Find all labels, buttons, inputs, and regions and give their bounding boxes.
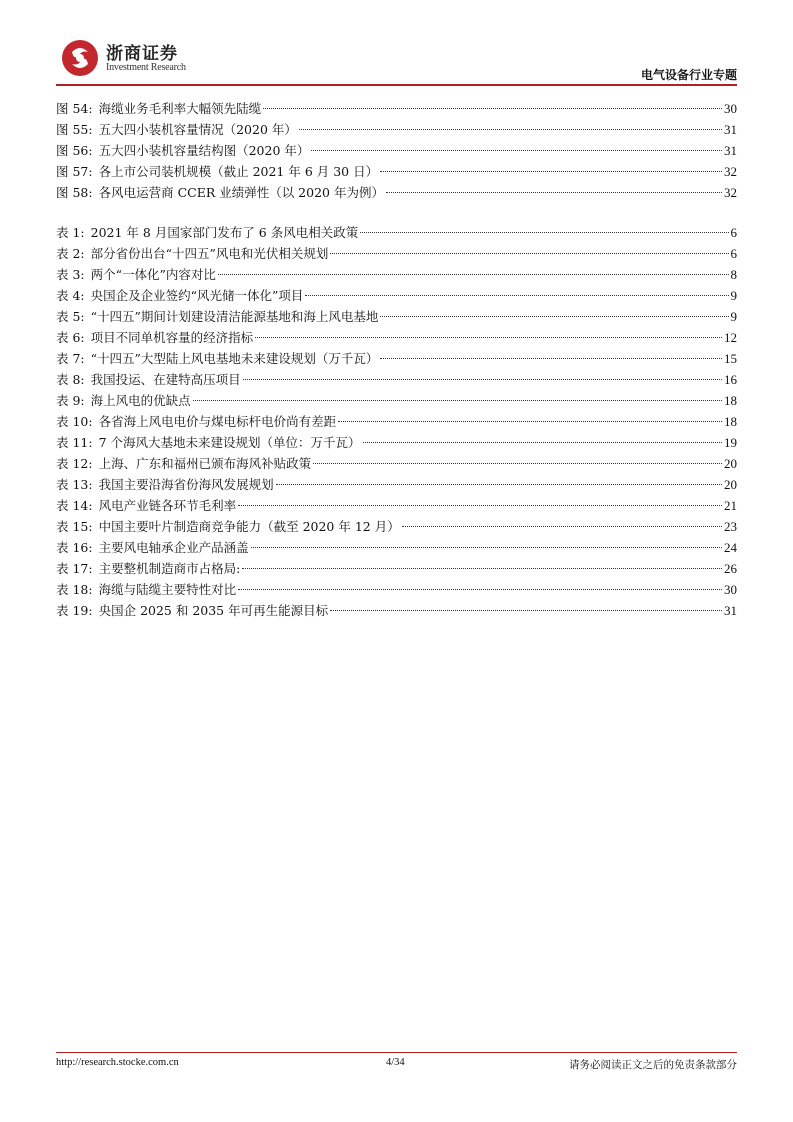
toc-table-entry[interactable] (56, 306, 737, 327)
toc-entry-page: 32 (724, 185, 737, 200)
toc-dot-leader (255, 337, 722, 338)
footer-url[interactable]: http://research.stocke.com.cn (56, 1057, 179, 1068)
toc-table-entry[interactable] (56, 348, 737, 369)
toc-entry-title: 海缆业务毛利率大幅领先陆缆 (98, 101, 262, 116)
toc-entry-page: 30 (724, 101, 737, 116)
toc-table-entry[interactable] (56, 411, 737, 432)
brand-subtitle: Investment Research (106, 62, 186, 73)
toc-entry-title: 7 个海风大基地未来建设规划（单位：万千瓦） (98, 435, 361, 450)
toc-dot-leader (238, 589, 722, 590)
toc-entry-page: 24 (724, 540, 737, 555)
toc-entry-title: 各上市公司装机规模（截止 2021 年 6 月 30 日） (98, 164, 379, 179)
report-category: 电气设备行业专题 (640, 68, 737, 82)
toc-entry-number: 表 7: (56, 351, 85, 366)
toc-table-entry[interactable] (56, 264, 737, 285)
toc-dot-leader (243, 379, 722, 380)
toc-entry-number: 图 55: (56, 122, 93, 137)
toc-dot-leader (193, 400, 722, 401)
toc-dot-leader (380, 358, 722, 359)
toc-entry-title: 中国主要叶片制造商竞争能力（截至 2020 年 12 月） (98, 519, 400, 534)
toc-dot-leader (338, 421, 722, 422)
toc-table-entry[interactable] (56, 222, 737, 243)
toc-entry-title: 主要整机制造商市占格局: (98, 561, 241, 576)
toc-entry-page: 32 (724, 164, 737, 179)
toc-entry-title: 2021 年 8 月国家部门发布了 6 条风电相关政策 (90, 225, 359, 240)
toc-entry-title: 五大四小装机容量情况（2020 年） (98, 122, 297, 137)
toc-dot-leader (380, 171, 722, 172)
toc-entry-title: 各省海上风电电价与煤电标杆电价尚有差距 (98, 414, 337, 429)
toc-table-entry[interactable] (56, 432, 737, 453)
table-list (56, 222, 737, 621)
toc-entry-title: 上海、广东和福州已颁布海风补贴政策 (98, 456, 312, 471)
toc-figure-entry[interactable] (56, 119, 737, 140)
toc-entry-page: 26 (724, 561, 737, 576)
toc-entry-page: 20 (724, 456, 737, 471)
footer-divider (56, 1052, 737, 1053)
toc-entry-number: 表 6: (56, 330, 85, 345)
toc-entry-title: 主要风电轴承企业产品涵盖 (98, 540, 249, 555)
toc-entry-page: 9 (730, 288, 737, 303)
toc-entry-title: “十四五”期间计划建设清洁能源基地和海上风电基地 (90, 309, 379, 324)
toc-dot-leader (330, 610, 722, 611)
toc-entry-page: 31 (724, 603, 737, 618)
toc-entry-number: 表 15: (56, 519, 93, 534)
toc-dot-leader (311, 150, 722, 151)
disclaimer-text: 请务必阅读正文之后的免责条款部分 (569, 1059, 737, 1071)
toc-table-entry[interactable] (56, 579, 737, 600)
toc-entry-page: 18 (724, 393, 737, 408)
toc-dot-leader (402, 526, 722, 527)
toc-figure-entry[interactable] (56, 182, 737, 203)
toc-entry-title: 风电产业链各环节毛利率 (98, 498, 237, 513)
toc-figure-entry[interactable] (56, 161, 737, 182)
toc-entry-number: 表 3: (56, 267, 85, 282)
toc-entry-title: 海缆与陆缆主要特性对比 (98, 582, 237, 597)
toc-entry-number: 表 18: (56, 582, 93, 597)
toc-entry-number: 表 16: (56, 540, 93, 555)
page-header (56, 36, 737, 86)
toc-entry-page: 9 (730, 309, 737, 324)
toc-entry-title: 我国投运、在建特高压项目 (90, 372, 241, 387)
toc-entry-number: 表 2: (56, 246, 85, 261)
toc-entry-page: 20 (724, 477, 737, 492)
toc-dot-leader (276, 484, 722, 485)
toc-entry-number: 表 19: (56, 603, 93, 618)
toc-entry-title: 项目不同单机容量的经济指标 (90, 330, 254, 345)
page-number: 4/34 (386, 1057, 405, 1068)
toc-table-entry[interactable] (56, 285, 737, 306)
toc-entry-number: 表 5: (56, 309, 85, 324)
toc-table-entry[interactable] (56, 453, 737, 474)
toc-entry-title: 海上风电的优缺点 (90, 393, 191, 408)
toc-entry-number: 图 54: (56, 101, 93, 116)
toc-entry-page: 30 (724, 582, 737, 597)
toc-table-entry[interactable] (56, 243, 737, 264)
toc-entry-page: 19 (724, 435, 737, 450)
toc-entry-page: 6 (730, 225, 737, 240)
toc-dot-leader (251, 547, 722, 548)
toc-entry-title: “十四五”大型陆上风电基地未来建设规划（万千瓦） (90, 351, 379, 366)
toc-entry-number: 表 17: (56, 561, 93, 576)
toc-entry-title: 五大四小装机容量结构图（2020 年） (98, 143, 310, 158)
toc-figure-entry[interactable] (56, 98, 737, 119)
toc-entry-title: 两个“一体化”内容对比 (90, 267, 216, 282)
toc-table-entry[interactable] (56, 537, 737, 558)
toc-dot-leader (360, 232, 728, 233)
toc-dot-leader (242, 568, 722, 569)
brand-name: 浙商证券 (106, 44, 178, 64)
toc-entry-number: 图 58: (56, 185, 93, 200)
toc-dot-leader (313, 463, 722, 464)
toc-dot-leader (380, 316, 728, 317)
toc-entry-page: 31 (724, 143, 737, 158)
toc-entry-page: 18 (724, 414, 737, 429)
toc-dot-leader (330, 253, 728, 254)
toc-entry-number: 表 9: (56, 393, 85, 408)
toc-entry-number: 表 4: (56, 288, 85, 303)
toc-dot-leader (299, 129, 722, 130)
toc-dot-leader (238, 505, 722, 506)
toc-table-entry[interactable] (56, 369, 737, 390)
page-footer (56, 1052, 737, 1092)
toc-entry-page: 15 (724, 351, 737, 366)
toc-figure-entry[interactable] (56, 140, 737, 161)
table-of-contents (56, 98, 737, 621)
toc-entry-page: 8 (730, 267, 737, 282)
toc-dot-leader (263, 108, 722, 109)
toc-dot-leader (305, 295, 728, 296)
toc-entry-page: 12 (724, 330, 737, 345)
toc-entry-number: 表 11: (56, 435, 93, 450)
toc-entry-number: 表 13: (56, 477, 93, 492)
toc-entry-title: 我国主要沿海省份海风发展规划 (98, 477, 274, 492)
toc-entry-number: 图 56: (56, 143, 93, 158)
toc-table-entry[interactable] (56, 558, 737, 579)
toc-table-entry[interactable] (56, 390, 737, 411)
toc-entry-number: 表 14: (56, 498, 93, 513)
toc-dot-leader (386, 192, 722, 193)
toc-dot-leader (218, 274, 729, 275)
header-divider (56, 84, 737, 86)
toc-table-entry[interactable] (56, 516, 737, 537)
toc-entry-number: 表 8: (56, 372, 85, 387)
toc-entry-title: 部分省份出台“十四五”风电和光伏相关规划 (90, 246, 329, 261)
toc-table-entry[interactable] (56, 495, 737, 516)
toc-entry-page: 23 (724, 519, 737, 534)
toc-entry-number: 表 1: (56, 225, 85, 240)
figure-list (56, 98, 737, 203)
toc-entry-number: 表 10: (56, 414, 93, 429)
toc-table-entry[interactable] (56, 327, 737, 348)
toc-entry-title: 各风电运营商 CCER 业绩弹性（以 2020 年为例） (98, 185, 384, 200)
toc-entry-number: 图 57: (56, 164, 93, 179)
toc-table-entry[interactable] (56, 600, 737, 621)
toc-table-entry[interactable] (56, 474, 737, 495)
toc-entry-page: 21 (724, 498, 737, 513)
toc-entry-title: 央国企及企业签约“风光储一体化”项目 (90, 288, 304, 303)
toc-entry-page: 6 (730, 246, 737, 261)
zheshang-logo-icon (60, 38, 100, 78)
toc-dot-leader (363, 442, 722, 443)
toc-entry-page: 31 (724, 122, 737, 137)
toc-entry-title: 央国企 2025 和 2035 年可再生能源目标 (98, 603, 329, 618)
toc-entry-page: 16 (724, 372, 737, 387)
toc-entry-number: 表 12: (56, 456, 93, 471)
